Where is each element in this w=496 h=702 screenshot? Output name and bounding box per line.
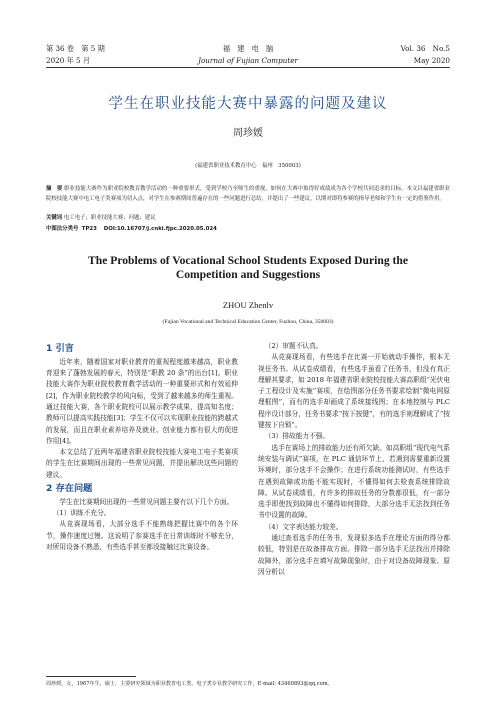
paragraph: 从竞赛现场看，大部分选手不能熟练把握比赛中的各个环节，操作速度过慢。这说明了参赛选手在日常训练时不够充分，对所用设备不熟悉，有些选手甚至都没接触过比赛设备。 xyxy=(46,520,238,552)
author-en: ZHOU Zhenlv xyxy=(222,300,274,310)
paper-title-en: The Problems of Vocational School Students Exposed During the Competition and Suggestions xyxy=(88,254,408,281)
header-rule xyxy=(46,67,450,68)
affiliation-cn: (福建省职业技术教育中心 福州 350003) xyxy=(195,163,301,169)
issue-cn: 第 36 卷 第 5 期 xyxy=(46,44,105,53)
date-en: May 2020 xyxy=(413,56,450,65)
paper-title-cn: 学生在职业技能大赛中暴露的问题及建议 xyxy=(108,96,388,112)
clc-label: 中图法分类号 xyxy=(46,226,79,232)
journal-header-row-2 xyxy=(46,56,450,66)
subheading: （1）训练不充分。 xyxy=(52,509,111,518)
clc-code: TP23 xyxy=(81,226,97,232)
body-column-left xyxy=(46,341,238,553)
subheading: （2）审题不认真。 xyxy=(264,342,323,350)
abstract-label: 摘 要 xyxy=(46,186,63,192)
paragraph: 近年来，随着国家对职业教育的重视程度越来越高，职业教育迎来了蓬勃发展的春天，特别是“职教 20 条”的出台[1]。职业技能大赛作为职业院校教育教学活动的一种重要形式和有效延伸[2]，作为职业院校教学的风向标，受到了越来越多的师生重视。通过技能大赛，各个职业院校可以展示教学成果，提高知名度；教师可以提高实践技能[3]；学生不仅可以实现职业技能的跨越式的发展，而且在职业素养培养及就业、创业能力都有很大的促进作用[4]。 xyxy=(46,357,238,445)
keywords-line xyxy=(46,214,450,224)
subheading: （4）文字表达能力较差。 xyxy=(264,522,343,531)
footnote-rule xyxy=(46,676,136,677)
subheading: （3）排故能力不强。 xyxy=(264,432,330,441)
journal-header-row-1 xyxy=(46,44,450,54)
volume-en: Vol. 36 No.5 xyxy=(400,44,450,53)
paragraph: 通过查看选手的任务书，发现很多选手在理论方面的得分都较低，特别是在故备排故方面。排除一部分选手无法找出并排除故障外，部分选手在填写故障现象时，由于对设备故障现象、原因分析以 xyxy=(258,534,450,576)
paragraph: 本文总结了近两年福建省职业院校技能大赛电工电子类赛项的学生在比赛期间出现的一些常见问题，并提出解决这些问题的建议。 xyxy=(46,448,238,479)
doi-value: 10.16707/j.cnki.fjpc.2020.05.024 xyxy=(117,226,217,232)
paragraph: 从竞赛现场看，有些选手在比赛一开始就动手操作，根本无视任务书。从试卷成绩看，有些选手虽看了任务书，但没有真正理解其要求，如 2018 年福建省职业院校技能大赛高职组“光伏电子工程设计及实施”赛项，在绘图部分任务书要求绘制“微电网原理框图”，而有的选手却画成了系统接线图；在本地控制与 PLC 程序设计部分，任务书要求“按下按键”，有的选手则理解成了“按键按下自锁”。 xyxy=(258,353,450,430)
paragraph: 学生在比赛期间出现的一些常见问题主要有以下几个方面。 xyxy=(59,497,234,506)
journal-name-cn: 福 建 电 脑 xyxy=(222,44,274,53)
section-heading-problems: 2 存在问题 xyxy=(46,483,93,495)
abstract-text: 职业技能大赛作为职业院校教育教学活动的一种重要形式，受到学校乃至师生的重视，如何在大赛中取得好成绩成为各个学校共同追求的目标。本文以福建省职业院校技能大赛中电工电子类赛项为切入点，对学生在参赛期间普遍存在的一些问题进行总结，并提出了一些建议，以期对即将参赛的指导老师和学生有一定的借鉴作用。 xyxy=(46,186,450,202)
paragraph: 选手在赛场上的排故能力还有所欠缺。如高职组“现代电气系统安装与调试”赛项，在 PLC 通信环节上，若遇到需要重新设置环境时，部分选手不会操作；在进行系统功能测试时，有些选手在遇到故障或功能不能实现时，不懂得如何去检查系统排除故障。从试卷成绩看，有许多的排故任务的分数都很低，有一部分选手即使找到故障也不懂得如何排除，大部分选手无法找到任务书中设置的故障。 xyxy=(258,443,450,520)
keywords-label: 关键词 xyxy=(46,215,63,221)
body-column-right xyxy=(258,341,450,578)
author-footnote: 周珍媛，女，1967年生，硕士，主要研究领域为职业教育电工类、电子类专业教学研究工作。E-mail: 43460893@qq.com。 xyxy=(46,681,333,687)
author-cn: 周珍媛 xyxy=(233,128,263,139)
keywords-text: 电工电子；职业技能大赛；问题；建议 xyxy=(63,215,156,221)
classification-line xyxy=(46,225,450,235)
abstract-block xyxy=(46,185,450,204)
journal-name-en: Journal of Fujian Computer xyxy=(198,56,298,65)
affiliation-en: (Fujian Vocational and Technical Education Center, Fuzhou, China, 350003) xyxy=(162,319,334,325)
section-heading-introduction: 1 引言 xyxy=(46,343,74,354)
doi-label: DOI: xyxy=(103,226,118,232)
date-cn: 2020 年 5 月 xyxy=(46,56,91,65)
